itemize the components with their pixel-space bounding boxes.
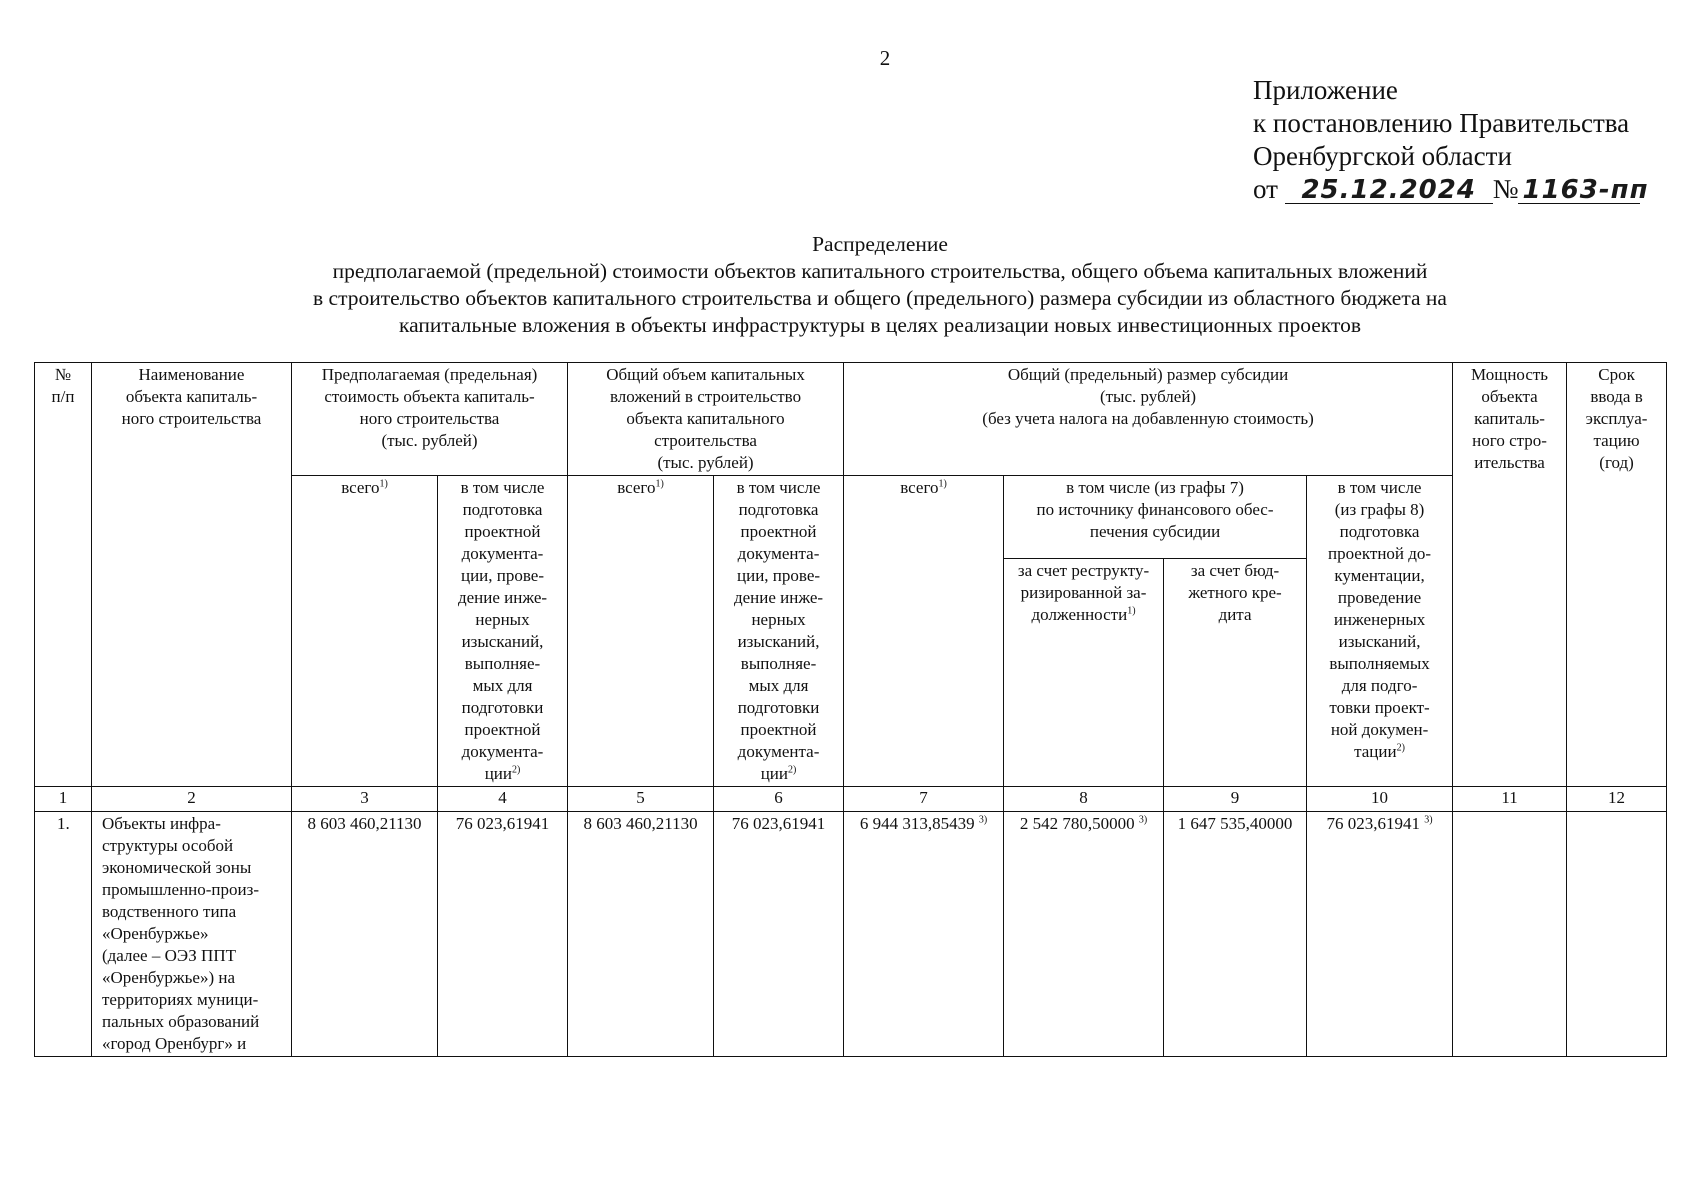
footnote-mark: 3) <box>1138 814 1148 826</box>
distribution-table <box>34 362 1667 1057</box>
header-subsidy-total-label: всего <box>900 478 939 497</box>
header-subsidy-total <box>844 476 1004 787</box>
title-line-3: капитальные вложения в объекты инфраструктуры в целях реализации новых инвестиционных проектов <box>399 313 1361 337</box>
column-numbers-row <box>35 787 1667 812</box>
header-invest-design <box>714 476 844 787</box>
title-line-0: Распределение <box>812 232 948 256</box>
cell-subsidy-total-value: 6 944 313,85439 <box>859 814 975 833</box>
cell-cost-design: 76 023,61941 <box>438 812 568 1057</box>
appendix-date-line <box>1253 173 1649 206</box>
header-row-1 <box>35 363 1667 476</box>
header-subsidy-group: Общий (предельный) размер субсидии (тыс. рублей) (без учета налога на добавленную стоимость) <box>844 363 1453 476</box>
footnote-mark: 2) <box>511 764 521 776</box>
column-number: 7 <box>844 787 1004 812</box>
header-cost-group: Предполагаемая (предельная) стоимость объекта капиталь- ного строительства (тыс. рублей) <box>292 363 568 476</box>
cell-subsidy-total <box>844 812 1004 1057</box>
footnote-mark: 3) <box>978 814 988 826</box>
column-number: 9 <box>1164 787 1307 812</box>
header-subsidy-source: в том числе (из графы 7) по источнику финансового обес- печения субсидии <box>1004 476 1307 559</box>
cell-cost-total: 8 603 460,21130 <box>292 812 438 1057</box>
handwritten-date: 25.12.2024 <box>1285 177 1493 204</box>
header-subsidy-design-label: в том числе (из графы 8) подготовка проектной до- кументации, проведение инженерных изысканий, выполняемых для подго- товки проект- ной докумен- тации <box>1328 478 1432 761</box>
header-subsidy-design <box>1307 476 1453 787</box>
page-number: 2 <box>879 46 891 70</box>
cell-term <box>1567 812 1667 1057</box>
title-line-2: в строительство объектов капитального строительства и общего (предельного) размера субсидии из областного бюджета на <box>313 286 1447 310</box>
footnote-mark: 1) <box>938 478 947 490</box>
appendix-decree: к постановлению Правительства <box>1253 108 1630 138</box>
footnote-mark: 2) <box>788 764 797 776</box>
header-capacity: Мощность объекта капиталь- ного стро- ительства <box>1453 363 1567 787</box>
footnote-mark: 2) <box>1396 742 1405 754</box>
column-number: 5 <box>568 787 714 812</box>
cell-capacity <box>1453 812 1567 1057</box>
row-index: 1. <box>35 812 92 1057</box>
header-restructured <box>1004 559 1164 787</box>
column-number: 11 <box>1453 787 1567 812</box>
header-restructured-label: за счет реструкту- ризированной за- долженности <box>1017 561 1150 624</box>
column-number: 4 <box>438 787 568 812</box>
from-label: от <box>1253 174 1278 204</box>
header-num: № п/п <box>35 363 92 787</box>
cell-budget-credit: 1 647 535,40000 <box>1164 812 1307 1057</box>
header-invest-total-label: всего <box>617 478 656 497</box>
column-number: 2 <box>92 787 292 812</box>
header-name: Наименование объекта капиталь- ного строительства <box>92 363 292 787</box>
header-cost-design <box>438 476 568 787</box>
table-row <box>35 812 1667 1057</box>
column-number: 6 <box>714 787 844 812</box>
column-number: 10 <box>1307 787 1453 812</box>
footnote-mark: 3) <box>1424 814 1433 826</box>
header-cost-total-label: всего <box>341 478 380 497</box>
handwritten-number: 1163-пп <box>1518 177 1640 204</box>
cell-invest-design: 76 023,61941 <box>714 812 844 1057</box>
appendix-region: Оренбургской области <box>1253 141 1512 171</box>
document-title <box>200 231 1560 339</box>
header-term: Срок ввода в эксплуа- тацию (год) <box>1567 363 1667 787</box>
column-number: 1 <box>35 787 92 812</box>
cell-restructured-value: 2 542 780,50000 <box>1019 814 1135 833</box>
cell-invest-total: 8 603 460,21130 <box>568 812 714 1057</box>
footnote-mark: 1) <box>655 478 664 490</box>
footnote-mark: 1) <box>379 478 388 490</box>
cell-subsidy-design <box>1307 812 1453 1057</box>
row-object-name: Объекты инфра- структуры особой экономической зоны промышленно-произ- водственного типа «Оренбуржье» (далее – ОЭЗ ППТ «Оренбуржье») на территориях муници- пальных образований «город Оренбург» и <box>92 812 292 1057</box>
header-invest-design-label: в том числе подготовка проектной документа- ции, прове- дение инже- нерных изысканий, выполняе- мых для подготовки проектной документа- ции <box>733 478 824 783</box>
appendix-block <box>1253 74 1649 206</box>
column-number: 3 <box>292 787 438 812</box>
header-budget-credit: за счет бюд- жетного кре- дита <box>1164 559 1307 787</box>
appendix-title: Приложение <box>1253 75 1398 105</box>
title-line-1: предполагаемой (предельной) стоимости объектов капитального строительства, общего объема капитальных вложений <box>332 259 1428 283</box>
cell-subsidy-design-value: 76 023,61941 <box>1326 814 1420 833</box>
header-invest-total <box>568 476 714 787</box>
footnote-mark: 1) <box>1127 605 1136 617</box>
header-cost-design-label: в том числе подготовка проектной документа- ции, прове- дение инже- нерных изысканий, выполняе- мых для подготовки проектной документа- ции <box>457 478 548 783</box>
column-number: 12 <box>1567 787 1667 812</box>
column-number: 8 <box>1004 787 1164 812</box>
header-invest-group: Общий объем капитальных вложений в строительство объекта капитального строительства (тыс. рублей) <box>568 363 844 476</box>
number-label: № <box>1492 174 1519 204</box>
header-cost-total <box>292 476 438 787</box>
cell-restructured <box>1004 812 1164 1057</box>
